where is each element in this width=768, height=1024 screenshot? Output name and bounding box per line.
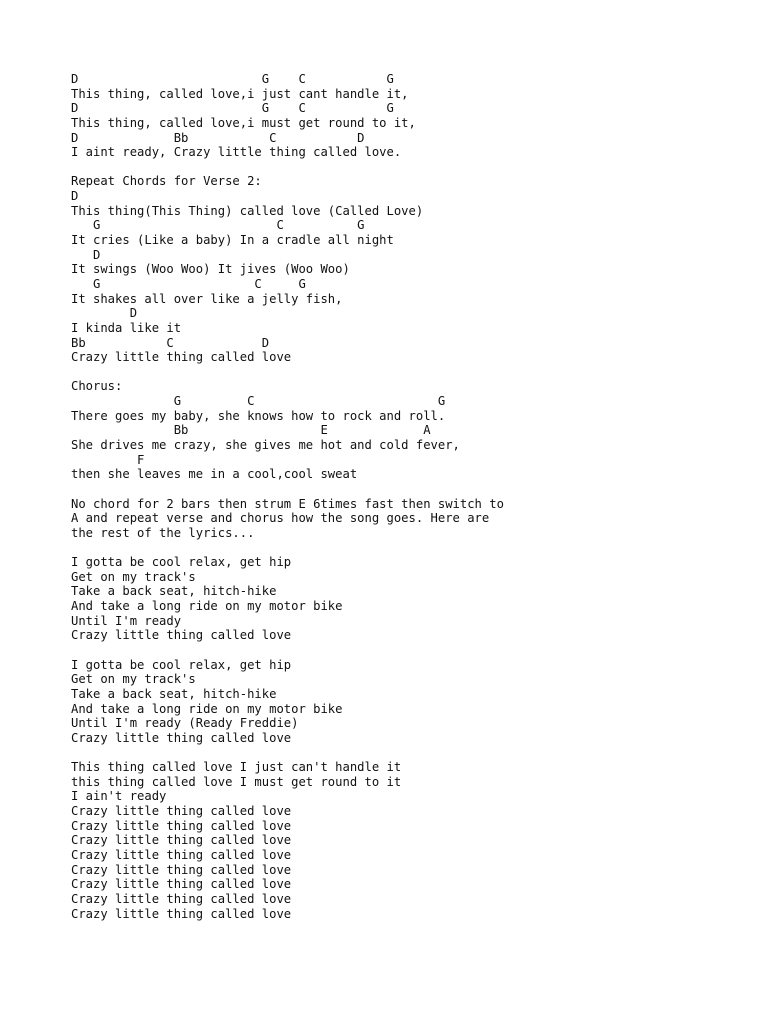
text-line: D	[71, 247, 101, 262]
text-line: No chord for 2 bars then strum E 6times fast then switch to	[71, 496, 504, 511]
text-line: Crazy little thing called love	[71, 833, 292, 848]
text-line	[71, 365, 504, 380]
text-line: D	[71, 189, 79, 204]
text-line: Crazy little thing called love	[71, 891, 292, 906]
text-line: D	[71, 306, 138, 321]
text-line: I aint ready, Crazy little thing called love.	[71, 145, 402, 160]
text-line	[71, 745, 504, 760]
text-line: Take a back seat, hitch-hike	[71, 584, 277, 599]
text-line: D G C G	[71, 101, 394, 116]
text-line: Until I'm ready	[71, 613, 182, 628]
text-line: This thing, called love,i just cant handle it,	[71, 86, 409, 101]
text-line: It shakes all over like a jelly fish,	[71, 291, 343, 306]
text-line: Get on my track's	[71, 672, 196, 687]
text-line: A and repeat verse and chorus how the song goes. Here are	[71, 511, 490, 526]
text-line: I gotta be cool relax, get hip	[71, 657, 292, 672]
text-line: Crazy little thing called love	[71, 804, 292, 819]
text-line	[71, 643, 504, 658]
text-line: Bb E A	[71, 423, 431, 438]
text-line: Get on my track's	[71, 569, 196, 584]
text-line	[71, 482, 504, 497]
text-line: This thing, called love,i must get round to it,	[71, 115, 416, 130]
text-line: Chorus:	[71, 379, 123, 394]
text-line: Repeat Chords for Verse 2:	[71, 174, 262, 189]
chord-sheet	[71, 72, 504, 921]
text-line: Crazy little thing called love	[71, 350, 292, 365]
text-line: D Bb C D	[71, 130, 365, 145]
text-line: Crazy little thing called love	[71, 818, 292, 833]
text-line: then she leaves me in a cool,cool sweat	[71, 467, 358, 482]
text-line: This thing(This Thing) called love (Called Love)	[71, 203, 424, 218]
text-line: I ain't ready	[71, 789, 167, 804]
text-line: Crazy little thing called love	[71, 906, 292, 921]
text-line: the rest of the lyrics...	[71, 525, 255, 540]
text-line: She drives me crazy, she gives me hot and cold fever,	[71, 438, 460, 453]
text-line: I gotta be cool relax, get hip	[71, 555, 292, 570]
text-line: G C G	[71, 276, 306, 291]
text-line: And take a long ride on my motor bike	[71, 599, 343, 614]
text-line: F	[71, 452, 145, 467]
text-line: Take a back seat, hitch-hike	[71, 686, 277, 701]
text-line: And take a long ride on my motor bike	[71, 701, 343, 716]
text-line: It cries (Like a baby) In a cradle all night	[71, 233, 394, 248]
text-line: Crazy little thing called love	[71, 628, 292, 643]
text-line: Until I'm ready (Ready Freddie)	[71, 716, 299, 731]
text-line: G C G	[71, 218, 365, 233]
text-line: G C G	[71, 394, 446, 409]
text-line: Crazy little thing called love	[71, 847, 292, 862]
text-line: Bb C D	[71, 335, 270, 350]
text-line: D G C G	[71, 72, 394, 86]
text-line: I kinda like it	[71, 320, 182, 335]
text-line: Crazy little thing called love	[71, 877, 292, 892]
text-line: Crazy little thing called love	[71, 862, 292, 877]
text-line: It swings (Woo Woo) It jives (Woo Woo)	[71, 262, 350, 277]
text-line	[71, 541, 504, 556]
text-line: this thing called love I must get round to it	[71, 774, 402, 789]
text-line	[71, 160, 504, 175]
text-line: There goes my baby, she knows how to rock and roll.	[71, 408, 446, 423]
text-line: This thing called love I just can't handle it	[71, 760, 402, 775]
text-line: Crazy little thing called love	[71, 730, 292, 745]
